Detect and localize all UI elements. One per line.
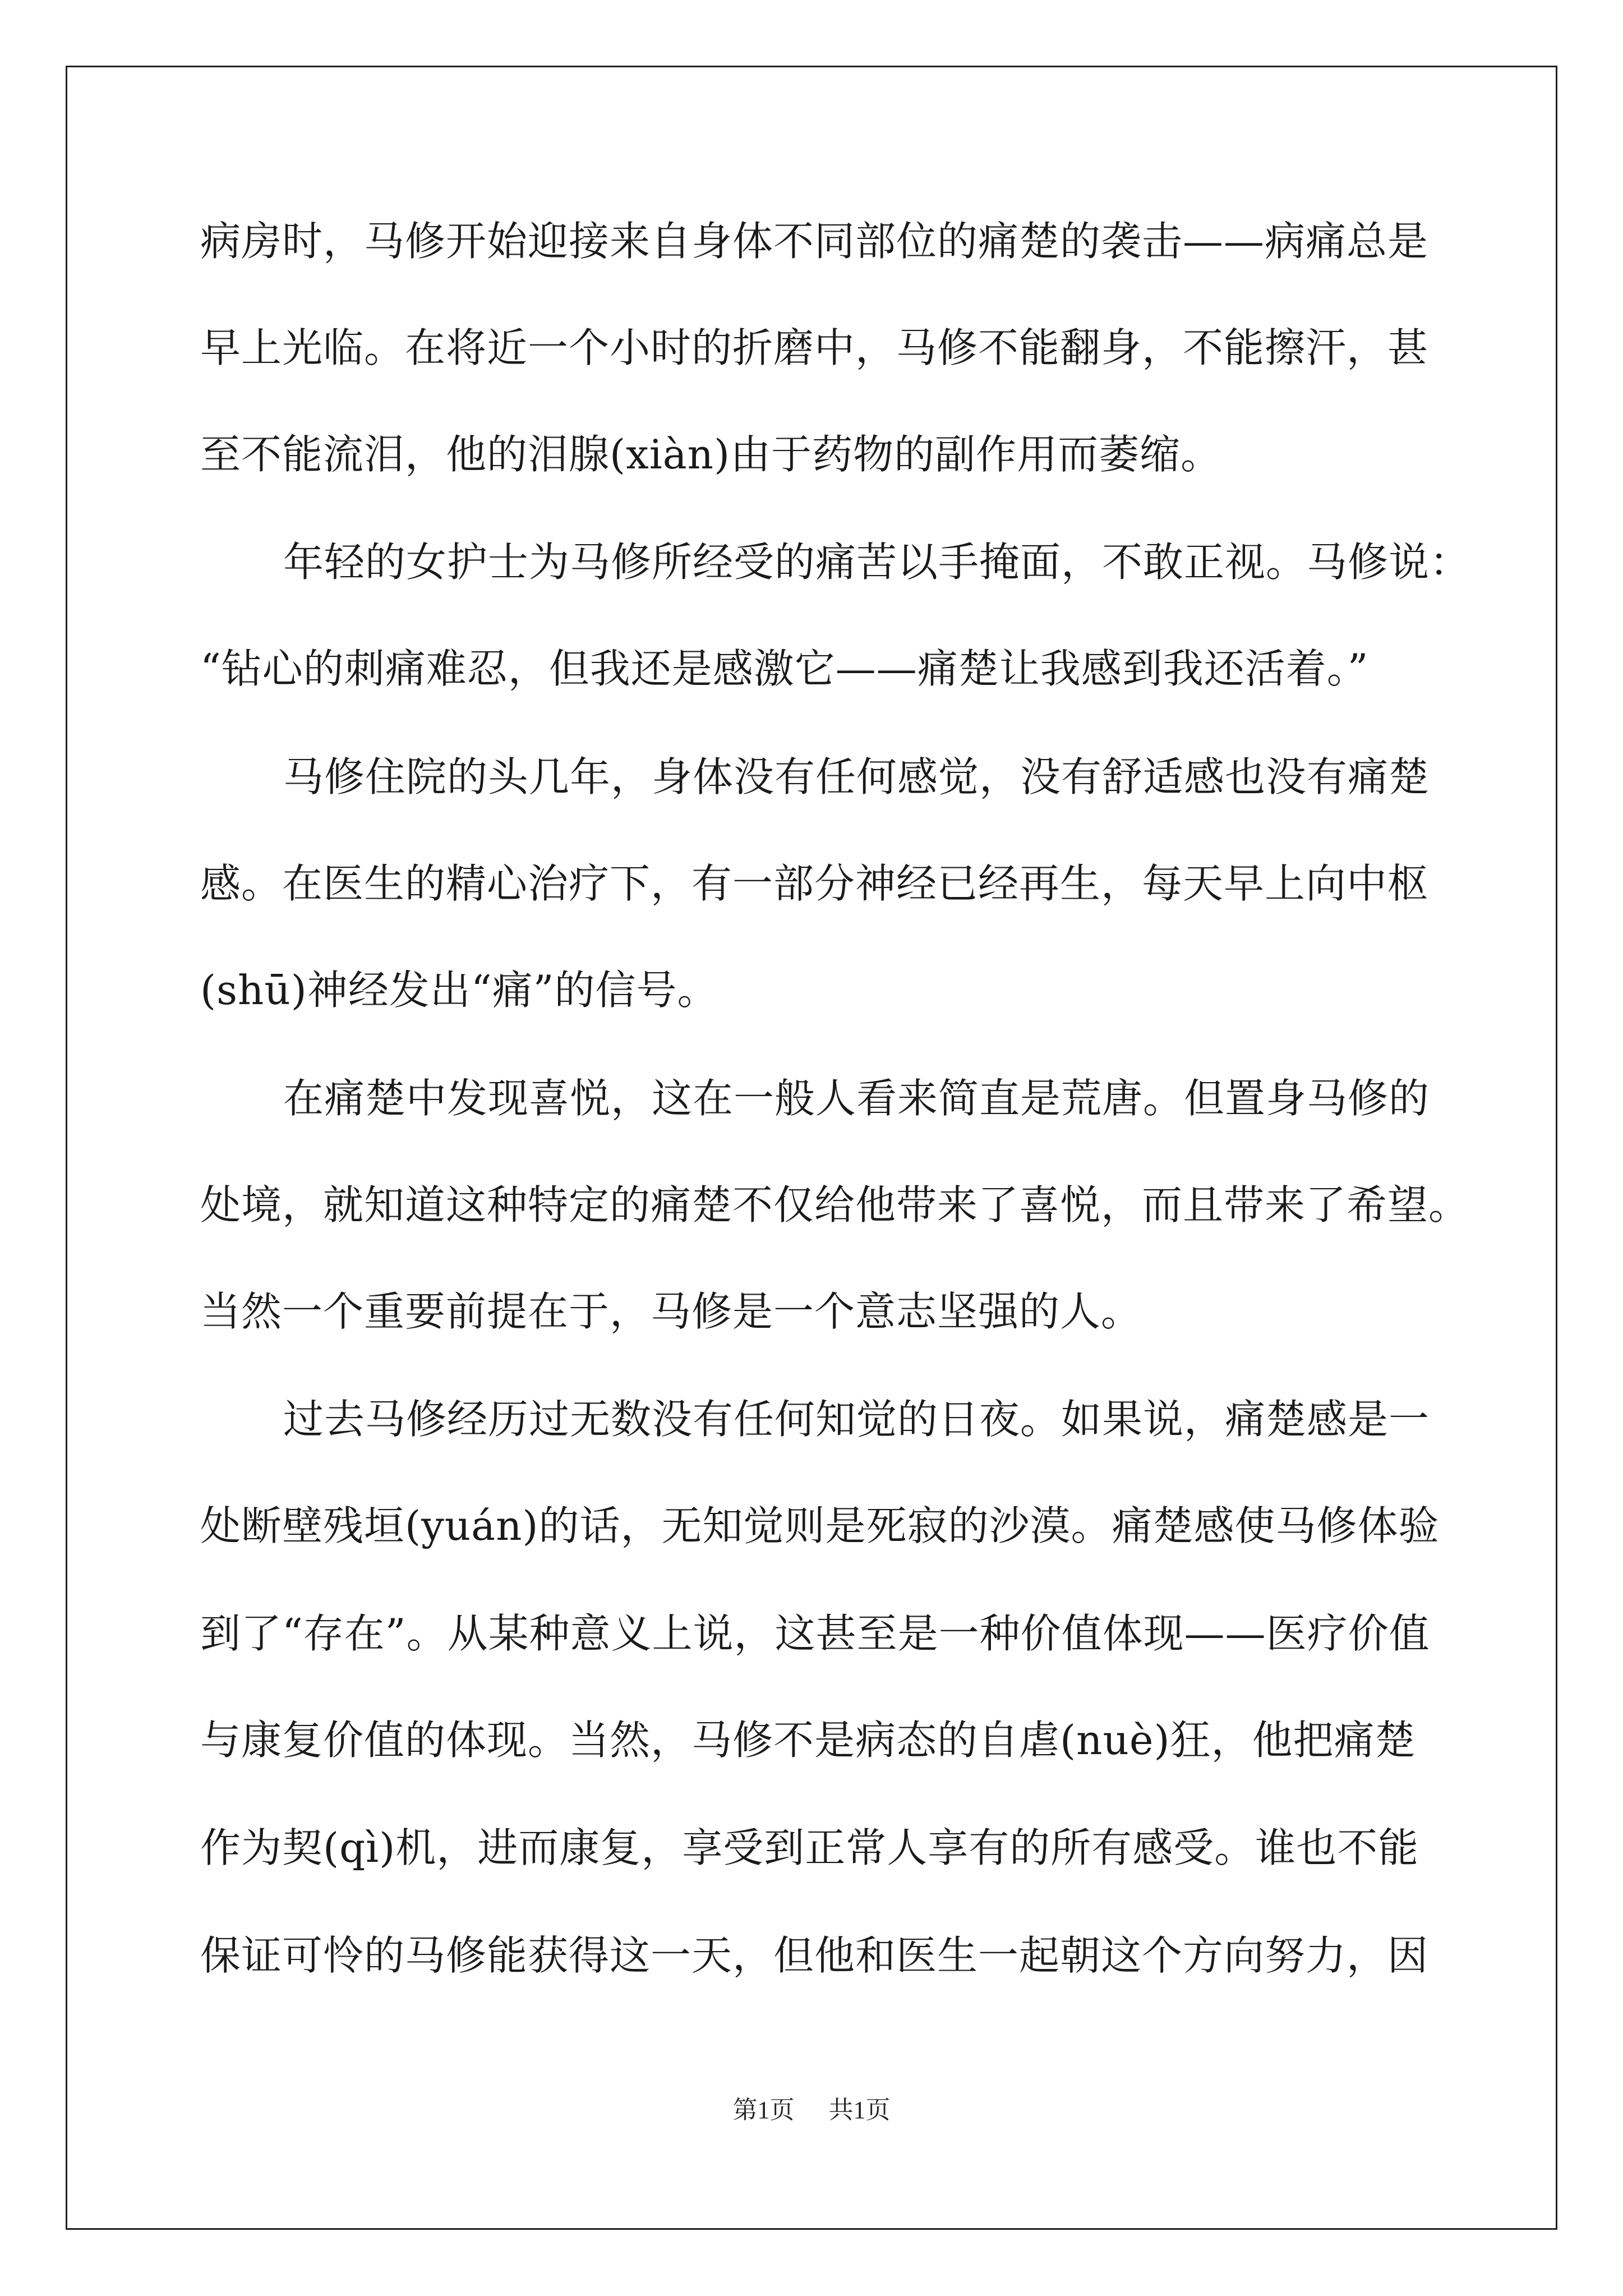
text-line: 在痛楚中发现喜悦，这在一般人看来简直是荒唐。但置身马修的 — [283, 1075, 1430, 1122]
text-line: 马修住院的头几年，身体没有任何感觉，没有舒适感也没有痛楚 — [283, 753, 1430, 800]
page-footer — [0, 2093, 1623, 2127]
text-line: 当然一个重要前提在于，马修是一个意志坚强的人。 — [200, 1288, 1142, 1335]
text-line: 作为契(qì)机，进而康复，享受到正常人享有的所有感受。谁也不能 — [200, 1824, 1419, 1871]
text-line: 早上光临。在将近一个小时的折磨中，马修不能翻身，不能擦汗，甚 — [200, 324, 1429, 371]
text-line: 处断壁残垣(yuán)的话，无知觉则是死寂的沙漠。痛楚感使马修体验 — [200, 1502, 1440, 1549]
text-line: “钻心的刺痛难忍，但我还是感激它——痛楚让我感到我还活着。” — [200, 645, 1369, 692]
text-line: 与康复价值的体现。当然，马修不是病态的自虐(nuè)狂，他把痛楚 — [200, 1717, 1416, 1764]
text-line: (shū)神经发出“痛”的信号。 — [200, 967, 718, 1014]
page-number-total: 共1页 — [828, 2096, 891, 2124]
text-line: 过去马修经历过无数没有任何知觉的日夜。如果说，痛楚感是一 — [283, 1396, 1430, 1443]
text-line: 至不能流泪，他的泪腺(xiàn)由于药物的副作用而萎缩。 — [200, 431, 1222, 478]
page-number-current: 第1页 — [732, 2096, 795, 2124]
text-line: 到了“存在”。从某种意义上说，这甚至是一种价值体现——医疗价值 — [200, 1610, 1430, 1657]
text-line: 病房时，马修开始迎接来自身体不同部位的痛楚的袭击——病痛总是 — [200, 218, 1429, 265]
page-border — [66, 66, 1557, 2230]
text-line: 处境，就知道这种特定的痛楚不仅给他带来了喜悦，而且带来了希望。 — [200, 1181, 1470, 1228]
text-line: 感。在医生的精心治疗下，有一部分神经已经再生，每天早上向中枢 — [200, 860, 1429, 907]
text-line: 保证可怜的马修能获得这一天，但他和医生一起朝这个方向努力，因 — [200, 1932, 1429, 1979]
text-line: 年轻的女护士为马修所经受的痛苦以手掩面，不敢正视。马修说： — [283, 539, 1471, 586]
